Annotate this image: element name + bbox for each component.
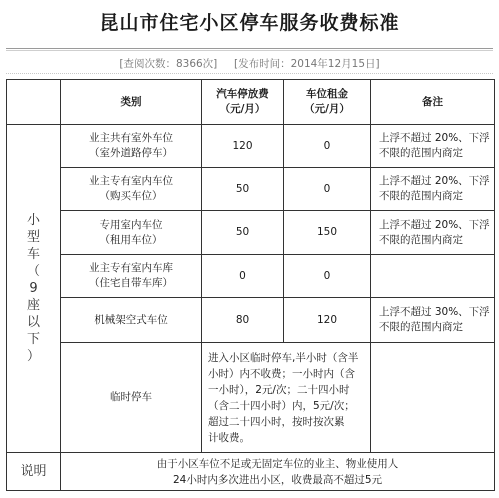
table-row (7, 168, 495, 211)
table-row (7, 125, 495, 168)
row-parking-fee: 120 (202, 125, 284, 168)
header-space-rent: 车位租金 （元/月） (284, 80, 371, 125)
row-parking-fee: 50 (202, 211, 284, 255)
header-remarks: 备注 (371, 80, 495, 125)
table-row-temporary (7, 343, 495, 453)
footer-label: 说明 (7, 453, 61, 491)
temp-parking-remarks (371, 343, 495, 453)
row-space-rent: 120 (284, 298, 371, 343)
view-count: [查阅次数：8366次] (119, 58, 218, 70)
row-remarks: 上浮不超过 20%、下浮 不限的范围内商定 (371, 125, 495, 168)
parking-fee-table (6, 79, 495, 491)
title-divider (6, 48, 493, 49)
table-header-row (7, 80, 495, 125)
header-category: 类别 (61, 80, 202, 125)
row-space-rent: 0 (284, 168, 371, 211)
publish-date: [发布时间：2014年12月15日] (233, 58, 380, 70)
row-label: 业主专有室内车库 （住宅自带车库） (61, 255, 202, 298)
table-row (7, 298, 495, 343)
article-meta (0, 56, 499, 71)
meta-divider (6, 73, 493, 74)
header-blank (7, 80, 61, 125)
row-parking-fee: 50 (202, 168, 284, 211)
temp-parking-label: 临时停车 (61, 343, 202, 453)
row-label: 业主专有室内车位 （购买车位） (61, 168, 202, 211)
row-parking-fee: 80 (202, 298, 284, 343)
temp-parking-desc: 进入小区临时停车,半小时（含半 小时）内不收费；一小时内（含 一小时），2元/次；二十四小时 （含二十四小时）内，5元/次； 超过二十四小时，按时按次累 计收费。 (202, 343, 371, 453)
table-row (7, 211, 495, 255)
row-remarks: 上浮不超过 30%、下浮 不限的范围内商定 (371, 298, 495, 343)
row-remarks: 上浮不超过 20%、下浮 不限的范围内商定 (371, 168, 495, 211)
footer-text: 由于小区车位不足或无固定车位的业主、物业使用人 24小时内多次进出小区，收费最高不超过5元 (61, 453, 495, 491)
row-space-rent: 150 (284, 211, 371, 255)
table-row-footer (7, 453, 495, 491)
row-label: 业主共有室外车位 （室外道路停车） (61, 125, 202, 168)
header-parking-fee: 汽车停放费 （元/月） (202, 80, 284, 125)
row-label: 专用室内车位 （租用车位） (61, 211, 202, 255)
row-remarks (371, 255, 495, 298)
page-title: 昆山市住宅小区停车服务收费标准 (99, 12, 400, 34)
title-divider-secondary (6, 50, 493, 51)
table-row (7, 255, 495, 298)
row-space-rent: 0 (284, 255, 371, 298)
row-parking-fee: 0 (202, 255, 284, 298)
vehicle-group-label: 小 型 车 （ 9 座 以 下 ） (7, 125, 61, 453)
row-space-rent: 0 (284, 125, 371, 168)
row-remarks: 上浮不超过 20%、下浮 不限的范围内商定 (371, 211, 495, 255)
row-label: 机械架空式车位 (61, 298, 202, 343)
